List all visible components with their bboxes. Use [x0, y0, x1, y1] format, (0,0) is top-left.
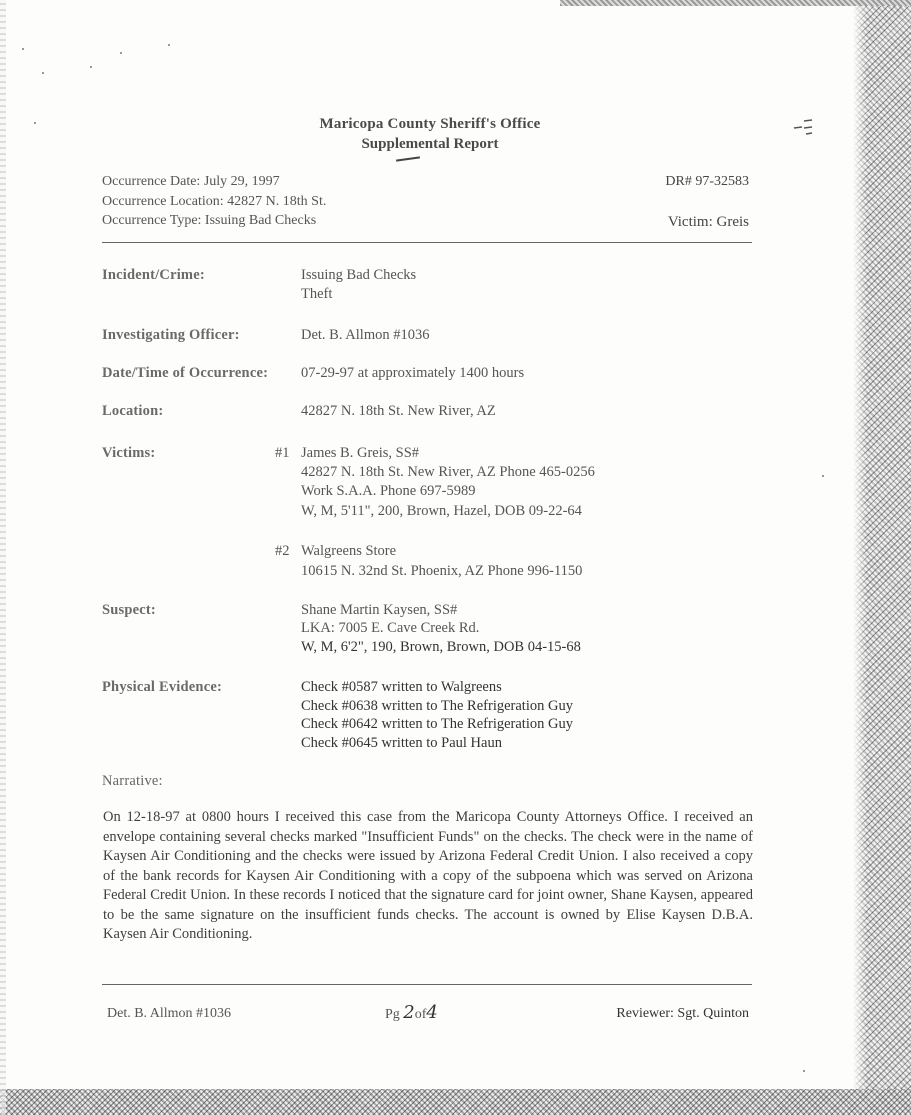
header-divider: [102, 242, 752, 243]
datetime-value: 07-29-97 at approximately 1400 hours: [301, 365, 525, 381]
victim1-line: Work S.A.A. Phone 697-5989: [301, 483, 476, 499]
dr-number: DR# 97-32583: [665, 174, 749, 189]
page-prefix: Pg: [385, 1007, 400, 1022]
scan-speck: [822, 475, 824, 477]
suspect-line: W, M, 6'2", 190, Brown, Brown, DOB 04-15-68: [301, 639, 581, 655]
scan-speck: [90, 66, 92, 68]
corner-scribble-icon: [790, 118, 816, 142]
scan-edge-bottom: [0, 1089, 911, 1115]
footer-officer: Det. B. Allmon #1036: [107, 1006, 232, 1021]
scan-speck: [168, 44, 170, 46]
victim2-line: Walgreens Store: [301, 543, 397, 559]
scan-speck: [42, 72, 44, 74]
victim1-line: W, M, 5'11", 200, Brown, Hazel, DOB 09-22-64: [301, 503, 582, 519]
suspect-line: LKA: 7005 E. Cave Creek Rd.: [301, 620, 480, 636]
victims-label: Victims:: [102, 445, 156, 461]
officer-value: Det. B. Allmon #1036: [301, 327, 430, 343]
footer-divider: [102, 984, 752, 985]
evidence-line: Check #0587 written to Walgreens: [301, 679, 502, 695]
evidence-label: Physical Evidence:: [102, 679, 222, 695]
scan-speck: [22, 48, 24, 50]
incident-value-2: Theft: [301, 286, 333, 302]
evidence-line: Check #0638 written to The Refrigeration Guy: [301, 698, 573, 714]
occurrence-type: Occurrence Type: Issuing Bad Checks: [102, 213, 317, 228]
occurrence-date: Occurrence Date: July 29, 1997: [102, 174, 280, 189]
page-number: 2: [403, 1002, 415, 1023]
officer-label: Investigating Officer:: [102, 327, 240, 343]
location-value: 42827 N. 18th St. New River, AZ: [301, 403, 496, 419]
victim1-number: #1: [275, 445, 290, 461]
incident-label: Incident/Crime:: [102, 267, 205, 283]
scan-edge-top: [560, 0, 911, 6]
page-indicator: [385, 1002, 438, 1023]
datetime-label: Date/Time of Occurrence:: [102, 365, 269, 381]
incident-value-1: Issuing Bad Checks: [301, 267, 417, 283]
narrative-label: Narrative:: [102, 773, 163, 789]
scan-edge-left: [0, 0, 6, 1115]
victim-name: Victim: Greis: [667, 214, 749, 230]
page-total: 4: [426, 1002, 438, 1023]
report-agency-title: Maricopa County Sheriff's Office: [319, 116, 541, 132]
scan-speck: [120, 52, 122, 54]
evidence-line: Check #0642 written to The Refrigeration Guy: [301, 716, 573, 732]
scan-speck: [803, 1070, 805, 1072]
occurrence-location: Occurrence Location: 42827 N. 18th St.: [102, 194, 327, 209]
victim2-number: #2: [275, 543, 290, 559]
location-label: Location:: [102, 403, 164, 419]
suspect-line: Shane Martin Kaysen, SS#: [301, 602, 458, 618]
victim1-line: James B. Greis, SS#: [301, 445, 420, 461]
evidence-line: Check #0645 written to Paul Haun: [301, 735, 502, 751]
page-of: of: [414, 1007, 427, 1022]
report-type-subtitle: Supplemental Report: [361, 136, 499, 152]
victim2-line: 10615 N. 32nd St. Phoenix, AZ Phone 996-1150: [301, 563, 583, 579]
victim1-line: 42827 N. 18th St. New River, AZ Phone 465-0256: [301, 464, 595, 480]
narrative-text: On 12-18-97 at 0800 hours I received this case from the Maricopa County Attorneys Office. I received an envelope containing several checks marked "Insufficient Funds" on the checks. The check were in the name of Kaysen Air Conditioning and the checks were issued by Arizona Federal Credit Union. I also received a copy of the bank records for Kaysen Air Conditioning with a copy of the subpoena which was served on Arizona Federal Credit Union. In these records I noticed that the signature card for joint owner, Shane Kaysen, appeared to be the same signature on the insufficient funds checks. The account is owned by Elise Kaysen D.B.A. Kaysen Air Conditioning.: [103, 809, 753, 942]
pen-mark: [396, 156, 420, 161]
scan-edge-right: [853, 0, 911, 1115]
suspect-label: Suspect:: [102, 602, 156, 618]
footer-reviewer: Reviewer: Sgt. Quinton: [616, 1006, 749, 1021]
